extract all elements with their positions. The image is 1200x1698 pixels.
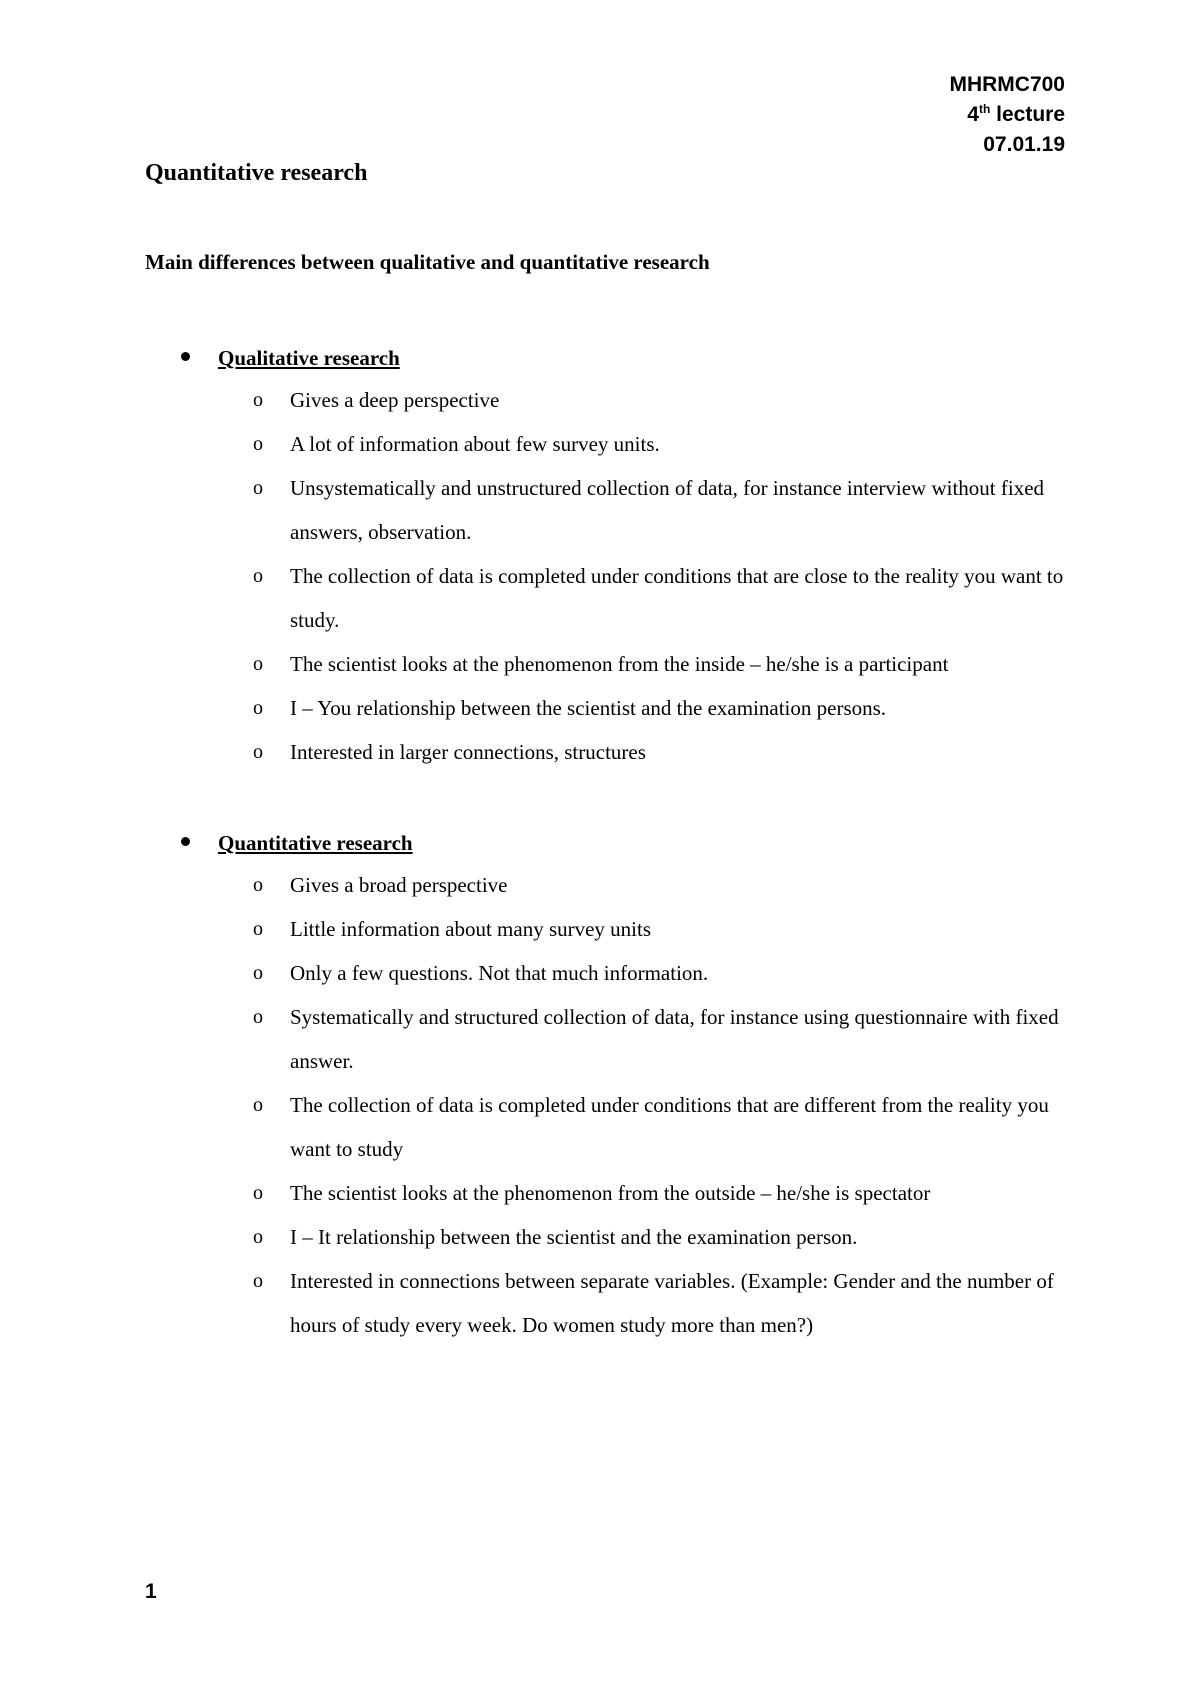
list-item-text: Unsystematically and unstructured collection of data, for instance interview without fixed answers, observation. (290, 476, 1045, 544)
list-item (145, 863, 1075, 907)
circle-bullet-icon: o (253, 389, 263, 411)
list-item-text: The collection of data is completed under conditions that are different from the reality you want to study (290, 1093, 1049, 1161)
list-item-text: Interested in connections between separate variables. (Example: Gender and the number of hours of study every week. Do women study more than men?) (290, 1269, 1054, 1337)
list-item (145, 1259, 1075, 1347)
list-item-text: Little information about many survey units (290, 917, 652, 941)
circle-bullet-icon: o (253, 741, 263, 763)
list-item (145, 1083, 1075, 1171)
circle-bullet-icon: o (253, 433, 263, 455)
lecture-number-line (949, 100, 1065, 130)
circle-bullet-icon: o (253, 1182, 263, 1204)
circle-bullet-icon: o (253, 477, 263, 499)
list-item-text: A lot of information about few survey units. (290, 432, 660, 456)
qualitative-heading (145, 338, 1075, 378)
list-item (145, 995, 1075, 1083)
quantitative-heading-text: Quantitative research (218, 831, 413, 855)
list-item-text: Gives a deep perspective (290, 388, 500, 412)
page-title: Quantitative research (145, 160, 368, 186)
list-item (145, 554, 1075, 642)
list-item-text: The scientist looks at the phenomenon from the inside – he/she is a participant (290, 652, 949, 676)
lecture-number: 4 (967, 103, 979, 126)
list-item (145, 907, 1075, 951)
list-item-text: Systematically and structured collection of data, for instance using questionnaire with fixed answer. (290, 1005, 1059, 1073)
circle-bullet-icon: o (253, 1094, 263, 1116)
list-item (145, 466, 1075, 554)
list-item (145, 1215, 1075, 1259)
circle-bullet-icon: o (253, 1006, 263, 1028)
quantitative-list (145, 863, 1075, 1347)
list-item (145, 686, 1075, 730)
quantitative-section (145, 823, 1075, 1347)
page-number: 1 (145, 1580, 157, 1603)
list-item-text: Gives a broad perspective (290, 873, 508, 897)
document-header (949, 70, 1065, 160)
bullet-dot-icon (181, 837, 190, 846)
list-item (145, 730, 1075, 774)
circle-bullet-icon: o (253, 962, 263, 984)
list-item (145, 642, 1075, 686)
qualitative-section (145, 338, 1075, 774)
list-item-text: The scientist looks at the phenomenon from the outside – he/she is spectator (290, 1181, 931, 1205)
circle-bullet-icon: o (253, 874, 263, 896)
list-item (145, 1171, 1075, 1215)
circle-bullet-icon: o (253, 1226, 263, 1248)
quantitative-heading (145, 823, 1075, 863)
list-item-text: The collection of data is completed under conditions that are close to the reality you want to study. (290, 564, 1064, 632)
list-item-text: Only a few questions. Not that much information. (290, 961, 709, 985)
list-item-text: Interested in larger connections, structures (290, 740, 646, 764)
circle-bullet-icon: o (253, 565, 263, 587)
list-item (145, 378, 1075, 422)
section-subtitle: Main differences between qualitative and quantitative research (145, 250, 710, 274)
qualitative-list (145, 378, 1075, 774)
list-item-text: I – It relationship between the scientist and the examination person. (290, 1225, 858, 1249)
lecture-suffix: th (978, 102, 991, 116)
circle-bullet-icon: o (253, 697, 263, 719)
lecture-word: lecture (990, 103, 1065, 126)
bullet-dot-icon (181, 352, 190, 361)
list-item (145, 422, 1075, 466)
circle-bullet-icon: o (253, 918, 263, 940)
qualitative-heading-text: Qualitative research (218, 346, 400, 370)
circle-bullet-icon: o (253, 653, 263, 675)
list-item-text: I – You relationship between the scientist and the examination persons. (290, 696, 887, 720)
list-item (145, 951, 1075, 995)
course-code: MHRMC700 (949, 73, 1065, 96)
circle-bullet-icon: o (253, 1270, 263, 1292)
lecture-date: 07.01.19 (983, 133, 1065, 156)
